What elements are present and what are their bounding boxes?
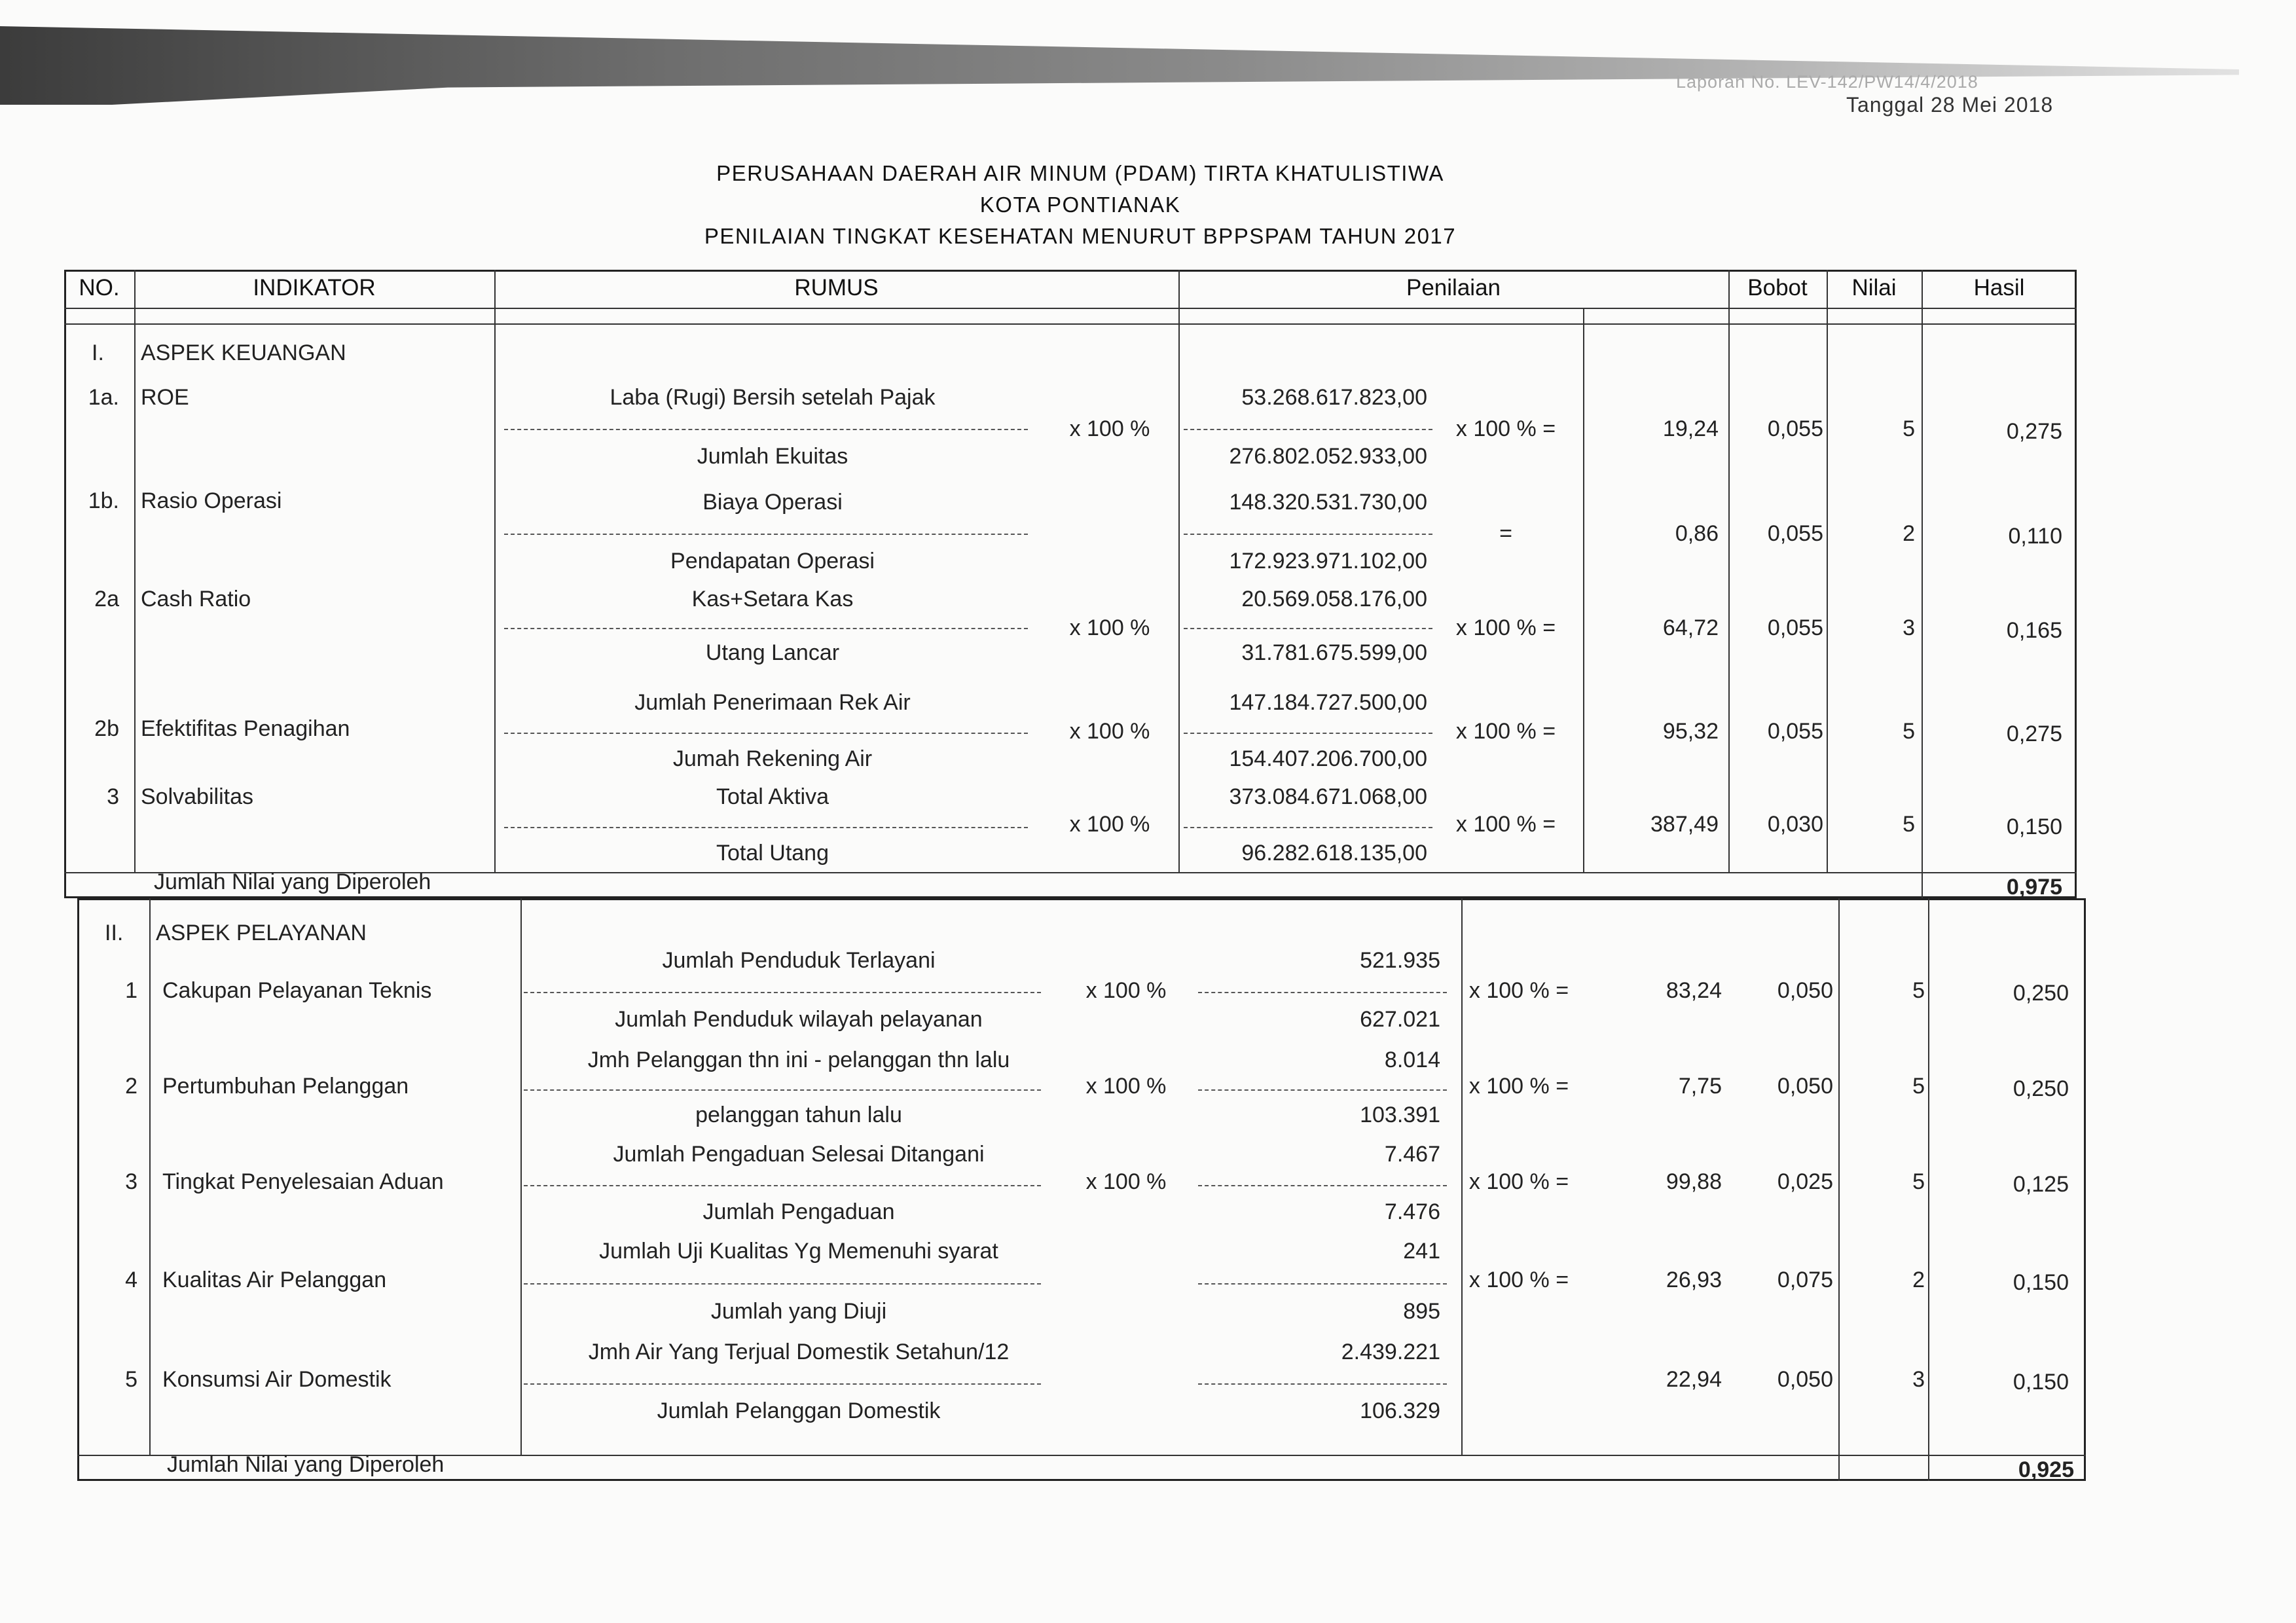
formula-numerator: Jmh Air Yang Terjual Domestik Setahun/12 — [588, 1340, 1010, 1364]
value-denominator: 96.282.618.135,00 — [1241, 841, 1427, 866]
formula-denominator: Jumlah Pelanggan Domestik — [657, 1398, 941, 1423]
report-date: Tanggal 28 Mei 2018 — [1846, 93, 2054, 117]
column-header-bobot: Bobot — [1747, 275, 1808, 301]
fraction-line — [1184, 534, 1432, 535]
title-line-2: KOTA PONTIANAK — [979, 192, 1181, 217]
value-operator: x 100 % = — [1455, 615, 1556, 640]
result-value: 0,275 — [2006, 721, 2062, 746]
result-value: 0,110 — [2008, 524, 2062, 549]
assessment-value: 0,86 — [1675, 521, 1719, 546]
indicator-name: Kualitas Air Pelanggan — [162, 1267, 387, 1292]
formula-denominator: Jumah Rekening Air — [672, 746, 873, 771]
indicator-name: Cash Ratio — [141, 587, 251, 611]
section-title: ASPEK KEUANGAN — [141, 340, 346, 365]
indicator-name: Tingkat Penyelesaian Aduan — [162, 1169, 444, 1194]
fraction-line — [1198, 1283, 1447, 1285]
score-value: 5 — [1912, 1074, 1925, 1099]
column-header-penilaian: Penilaian — [1406, 275, 1501, 301]
fraction-line — [524, 1185, 1041, 1186]
formula-denominator: Jumlah Penduduk wilayah pelayanan — [615, 1007, 983, 1032]
column-header-no: NO. — [79, 275, 120, 301]
section-total-label: Jumlah Nilai yang Diperoleh — [154, 869, 431, 894]
indicator-name: Konsumsi Air Domestik — [162, 1367, 392, 1392]
assessment-value: 26,93 — [1666, 1267, 1722, 1292]
indicator-name: Rasio Operasi — [141, 488, 282, 513]
assessment-value: 7,75 — [1678, 1074, 1722, 1099]
fraction-line — [504, 429, 1028, 430]
column-header-indikator: INDIKATOR — [253, 275, 376, 301]
score-value: 3 — [1903, 615, 1915, 640]
result-value: 0,250 — [2013, 1076, 2069, 1101]
formula-numerator: Total Aktiva — [716, 784, 829, 809]
formula-multiplier: x 100 % — [1069, 416, 1150, 441]
formula-numerator: Jumlah Penduduk Terlayani — [662, 948, 936, 973]
assessment-value: 387,49 — [1650, 812, 1719, 837]
result-value: 0,150 — [2013, 1270, 2069, 1295]
value-numerator: 148.320.531.730,00 — [1229, 490, 1427, 515]
column-header-nilai: Nilai — [1851, 275, 1897, 301]
formula-numerator: Biaya Operasi — [702, 490, 843, 515]
formula-numerator: Jumlah Penerimaan Rek Air — [634, 690, 911, 715]
result-value: 0,125 — [2013, 1172, 2069, 1197]
formula-denominator: Jumlah Ekuitas — [697, 444, 848, 469]
formula-multiplier: x 100 % — [1069, 719, 1150, 744]
score-value: 3 — [1912, 1367, 1925, 1392]
value-denominator: 31.781.675.599,00 — [1241, 640, 1427, 665]
result-value: 0,250 — [2013, 981, 2069, 1006]
section-total-value: 0,925 — [2018, 1457, 2074, 1482]
indicator-name: Cakupan Pelayanan Teknis — [162, 978, 432, 1003]
section-total-label: Jumlah Nilai yang Diperoleh — [167, 1452, 445, 1477]
weight-value: 0,050 — [1777, 978, 1833, 1003]
weight-value: 0,075 — [1777, 1267, 1833, 1292]
value-denominator: 627.021 — [1360, 1007, 1440, 1032]
value-operator: x 100 % = — [1455, 719, 1556, 744]
fraction-line — [504, 628, 1028, 629]
row-number: 3 — [107, 784, 119, 809]
row-number: 2b — [94, 716, 119, 741]
value-operator: x 100 % = — [1455, 416, 1556, 441]
weight-value: 0,030 — [1767, 812, 1823, 837]
fraction-line — [1198, 1185, 1447, 1186]
weight-value: 0,055 — [1767, 615, 1823, 640]
value-operator: x 100 % = — [1455, 812, 1556, 837]
fraction-line — [1184, 827, 1432, 828]
fraction-line — [1198, 1383, 1447, 1385]
formula-numerator: Kas+Setara Kas — [691, 587, 854, 611]
formula-numerator: Jumlah Uji Kualitas Yg Memenuhi syarat — [599, 1239, 998, 1264]
assessment-value: 95,32 — [1662, 719, 1719, 744]
row-number: 2a — [94, 587, 119, 611]
fraction-line — [504, 534, 1028, 535]
formula-denominator: Utang Lancar — [705, 640, 840, 665]
title-line-3: PENILAIAN TINGKAT KESEHATAN MENURUT BPPSPAM TAHUN 2017 — [704, 224, 1457, 248]
row-number: 2 — [125, 1074, 137, 1099]
assessment-value: 64,72 — [1662, 615, 1719, 640]
formula-multiplier: x 100 % — [1085, 1074, 1167, 1099]
result-value: 0,165 — [2006, 618, 2062, 643]
weight-value: 0,050 — [1777, 1367, 1833, 1392]
result-value: 0,275 — [2006, 419, 2062, 444]
row-number: 4 — [125, 1267, 137, 1292]
formula-numerator: Jmh Pelanggan thn ini - pelanggan thn lalu — [587, 1048, 1010, 1072]
indicator-name: Pertumbuhan Pelanggan — [162, 1074, 409, 1099]
fraction-line — [1184, 628, 1432, 629]
value-denominator: 106.329 — [1360, 1398, 1440, 1423]
fraction-line — [504, 733, 1028, 734]
value-numerator: 147.184.727.500,00 — [1229, 690, 1427, 715]
value-denominator: 172.923.971.102,00 — [1229, 549, 1427, 574]
value-numerator: 8.014 — [1384, 1048, 1440, 1072]
title-line-1: PERUSAHAAN DAERAH AIR MINUM (PDAM) TIRTA KHATULISTIWA — [716, 161, 1444, 185]
value-operator: = — [1499, 521, 1512, 546]
score-value: 2 — [1903, 521, 1915, 546]
score-value: 5 — [1903, 812, 1915, 837]
formula-numerator: Laba (Rugi) Bersih setelah Pajak — [610, 385, 936, 410]
value-denominator: 895 — [1403, 1299, 1440, 1324]
value-numerator: 2.439.221 — [1341, 1340, 1440, 1364]
value-operator: x 100 % = — [1468, 1267, 1569, 1292]
row-number: 1a. — [88, 385, 119, 410]
assessment-table-finance — [64, 270, 2077, 898]
weight-value: 0,025 — [1777, 1169, 1833, 1194]
weight-value: 0,055 — [1767, 416, 1823, 441]
score-value: 2 — [1912, 1267, 1925, 1292]
value-numerator: 20.569.058.176,00 — [1241, 587, 1427, 611]
fraction-line — [1198, 1089, 1447, 1091]
fraction-line — [524, 1383, 1041, 1385]
value-denominator: 154.407.206.700,00 — [1229, 746, 1427, 771]
value-operator: x 100 % = — [1468, 1074, 1569, 1099]
weight-value: 0,055 — [1767, 719, 1823, 744]
formula-multiplier: x 100 % — [1085, 1169, 1167, 1194]
column-header-rumus: RUMUS — [794, 275, 879, 301]
fraction-line — [524, 1089, 1041, 1091]
value-numerator: 241 — [1403, 1239, 1440, 1264]
column-header-hasil: Hasil — [1973, 275, 2025, 301]
section-total-value: 0,975 — [2006, 875, 2062, 900]
formula-multiplier: x 100 % — [1069, 812, 1150, 837]
value-denominator: 103.391 — [1360, 1103, 1440, 1127]
formula-denominator: Jumlah Pengaduan — [702, 1199, 895, 1224]
formula-denominator: Total Utang — [716, 841, 829, 866]
fraction-line — [524, 992, 1041, 993]
value-operator: x 100 % = — [1468, 978, 1569, 1003]
value-numerator: 521.935 — [1360, 948, 1440, 973]
weight-value: 0,055 — [1767, 521, 1823, 546]
row-number: 1 — [125, 978, 137, 1003]
fraction-line — [1184, 733, 1432, 734]
assessment-value: 83,24 — [1666, 978, 1722, 1003]
formula-denominator: Jumlah yang Diuji — [710, 1299, 887, 1324]
score-value: 5 — [1903, 719, 1915, 744]
result-value: 0,150 — [2013, 1370, 2069, 1395]
assessment-value: 19,24 — [1662, 416, 1719, 441]
score-value: 5 — [1903, 416, 1915, 441]
assessment-value: 22,94 — [1666, 1367, 1722, 1392]
score-value: 5 — [1912, 978, 1925, 1003]
row-number: 3 — [125, 1169, 137, 1194]
row-number: 5 — [125, 1367, 137, 1392]
score-value: 5 — [1912, 1169, 1925, 1194]
value-numerator: 7.467 — [1384, 1142, 1440, 1167]
formula-denominator: Pendapatan Operasi — [670, 549, 875, 574]
section-title: ASPEK PELAYANAN — [156, 921, 367, 945]
value-operator: x 100 % = — [1468, 1169, 1569, 1194]
section-number: I. — [92, 340, 104, 365]
value-denominator: 7.476 — [1384, 1199, 1440, 1224]
value-numerator: 373.084.671.068,00 — [1229, 784, 1427, 809]
fraction-line — [524, 1283, 1041, 1285]
indicator-name: Solvabilitas — [141, 784, 253, 809]
fraction-line — [1198, 992, 1447, 993]
result-value: 0,150 — [2006, 814, 2062, 839]
formula-denominator: pelanggan tahun lalu — [695, 1103, 902, 1127]
weight-value: 0,050 — [1777, 1074, 1833, 1099]
formula-multiplier: x 100 % — [1085, 978, 1167, 1003]
value-numerator: 53.268.617.823,00 — [1241, 385, 1427, 410]
section-number: II. — [105, 921, 124, 945]
formula-numerator: Jumlah Pengaduan Selesai Ditangani — [613, 1142, 985, 1167]
fraction-line — [504, 827, 1028, 828]
indicator-name: Efektifitas Penagihan — [141, 716, 350, 741]
value-denominator: 276.802.052.933,00 — [1229, 444, 1427, 469]
assessment-value: 99,88 — [1666, 1169, 1722, 1194]
indicator-name: ROE — [141, 385, 189, 410]
formula-multiplier: x 100 % — [1069, 615, 1150, 640]
report-number: Laporan No. LEV-142/PW14/4/2018 — [1676, 72, 1978, 92]
fraction-line — [1184, 429, 1432, 430]
row-number: 1b. — [88, 488, 119, 513]
